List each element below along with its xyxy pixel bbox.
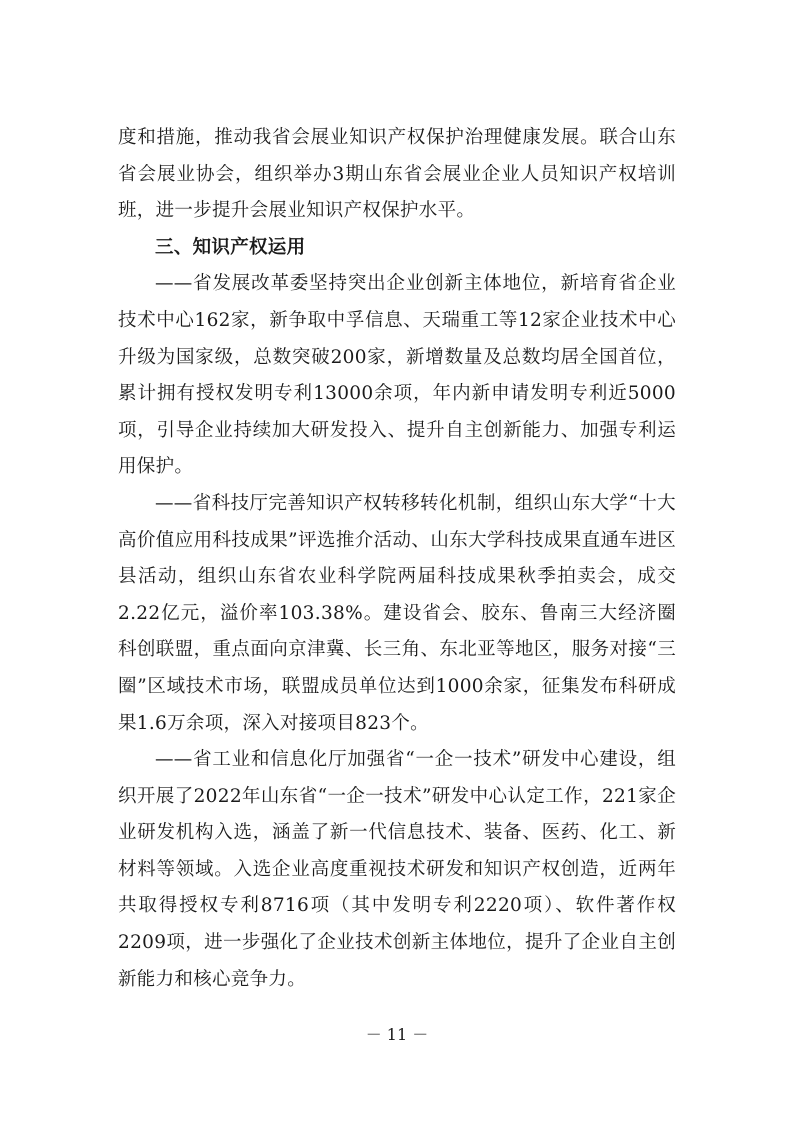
paragraph: ——省发展改革委坚持突出企业创新主体地位，新培育省企业技术中心162家，新争取中孚信息、天瑞重工等12家企业技术中心升级为国家级，总数突破200家，新增数量及总数均居全国首位，累计拥有授权发明专利13000余项，年内新申请发明专利近5000项，引导企业持续加大研发投入、提升自主创新能力、加强专利运用保护。 [118,273,676,478]
document-body [118,120,676,998]
paragraph: ——省工业和信息化厅加强省“一企一技术”研发中心建设，组织开展了2022年山东省“一企一技术”研发中心认定工作，221家企业研发机构入选，涵盖了新一代信息技术、装备、医药、化工、新材料等领域。入选企业高度重视技术研发和知识产权创造，近两年共取得授权专利8716项（其中发明专利2220项）、软件著作权2209项，进一步强化了企业技术创新主体地位，提升了企业自主创新能力和核心竞争力。 [118,749,676,990]
paragraph: ——省科技厅完善知识产权转移转化机制，组织山东大学“十大高价值应用科技成果”评选推介活动、山东大学科技成果直通车进区县活动，组织山东省农业科学院两届科技成果秋季拍卖会，成交2.22亿元，溢价率103.38%。建设省会、胶东、鲁南三大经济圈科创联盟，重点面向京津冀、长三角、东北亚等地区，服务对接“三圈”区域技术市场，联盟成员单位达到1000余家，征集发布科研成果1.6万余项，深入对接项目823个。 [118,492,676,734]
page-number: － 11 － [365,1025,429,1044]
paragraph-continued: 度和措施，推动我省会展业知识产权保护治理健康发展。联合山东省会展业协会，组织举办3期山东省会展业企业人员知识产权培训班，进一步提升会展业知识产权保护水平。 [118,127,676,222]
section-heading: 三、知识产权运用 [155,236,306,258]
